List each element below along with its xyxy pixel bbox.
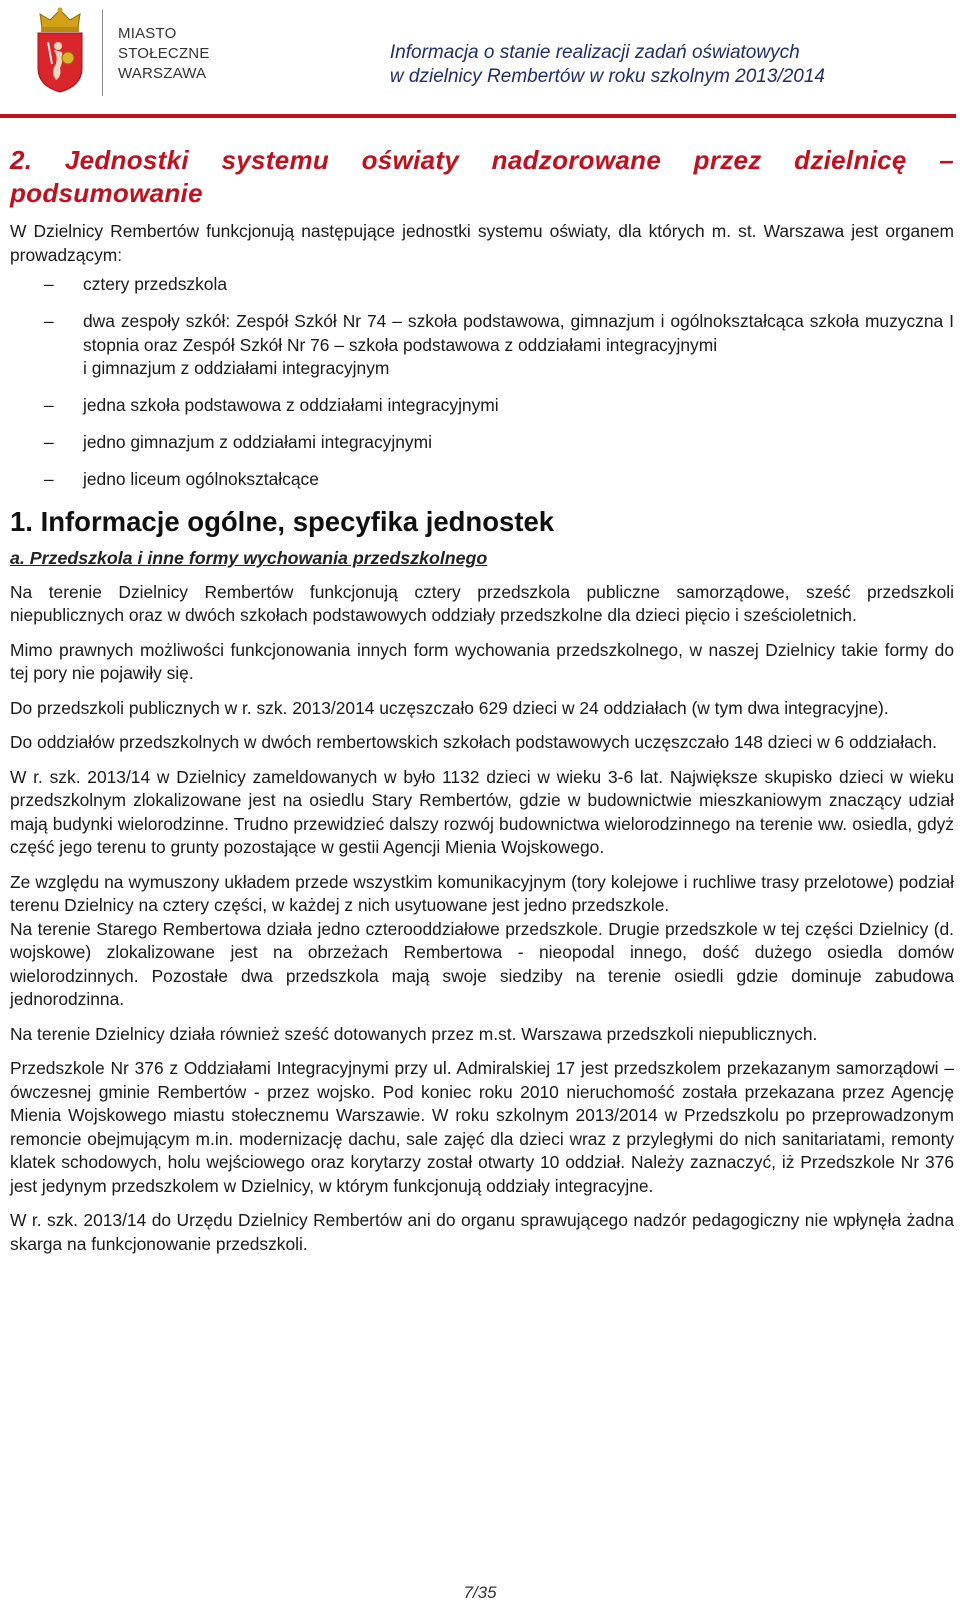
list-item — [10, 431, 954, 455]
heading-general-info: 1. Informacje ogólne, specyfika jednostek — [10, 506, 555, 537]
header-divider — [0, 114, 956, 118]
list-item-continuation — [10, 357, 954, 381]
paragraph: Mimo prawnych możliwości funkcjonowania innych form wychowania przedszkolnego, w naszej Dzielnicy takie formy do tej pory nie pojawiły się. — [10, 639, 954, 683]
list-item — [10, 468, 954, 492]
list-dash: – — [44, 469, 54, 489]
paragraph: Na terenie Dzielnicy Rembertów funkcjonują cztery przedszkola publiczne samorządowe, sześć przedszkoli niepublicznych oraz w dwóch szkołach podstawowych oddziały przedszkolne dla dzieci pięcio i sześcioletnich. — [10, 581, 954, 625]
list-item-text: jedno gimnazjum z oddziałami integracyjnymi — [83, 432, 432, 452]
paragraph: Na terenie Dzielnicy działa również sześć dotowanych przez m.st. Warszawa przedszkoli niepublicznych. — [10, 1023, 818, 1044]
logo-divider — [102, 10, 103, 96]
list-dash: – — [44, 274, 54, 294]
list-dash: – — [44, 395, 54, 415]
paragraph: W r. szk. 2013/14 do Urzędu Dzielnicy Rembertów ani do organu sprawującego nadzór pedagogiczny nie wpłynęła żadna skarga na funkcjonowanie przedszkoli. — [10, 1210, 954, 1254]
page-content — [10, 144, 954, 1267]
list-item-text: jedna szkoła podstawowa z oddziałami integracyjnymi — [83, 395, 499, 415]
list-item — [10, 310, 954, 357]
logo-line: MIASTO — [118, 25, 177, 42]
subheading-preschools: a. Przedszkola i inne formy wychowania przedszkolnego — [10, 548, 488, 568]
document-title-line1: Informacja o stanie realizacji zadań oświatowych — [389, 42, 800, 63]
list-item-text: i gimnazjum z oddziałami integracyjnym — [83, 358, 390, 378]
paragraph: Do przedszkoli publicznych w r. szk. 2013/2014 uczęszczało 629 dzieci w 24 oddziałach (w tym dwa integracyjne). — [10, 697, 889, 718]
list-item-text: dwa zespoły szkół: Zespół Szkół Nr 74 – szkoła podstawowa, gimnazjum i ogólnokształcąca szkoła muzyczna I stopnia oraz Zespół Szkół Nr 76 – szkoła podstawowa z oddziałami integracyjnymi — [83, 311, 954, 355]
paragraph: Do oddziałów przedszkolnych w dwóch rembertowskich szkołach podstawowych uczęszczało 148 dzieci w 6 oddziałach. — [10, 732, 937, 752]
paragraph: Ze względu na wymuszony układem przede wszystkim komunikacyjnym (tory kolejowe i ruchliwe trasy przelotowe) podział terenu Dzielnicy na cztery części, w każdej z nich usytuowane jest jedno przedszkole. — [10, 871, 954, 915]
city-logo-text — [118, 24, 210, 84]
warsaw-coat-of-arms-icon — [30, 6, 90, 94]
list-item-text: jedno liceum ogólnokształcące — [83, 469, 319, 489]
list-dash: – — [44, 311, 54, 331]
logo-line: WARSZAWA — [118, 65, 207, 82]
logo-line: STOŁECZNE — [118, 45, 210, 62]
paragraph: Na terenie Starego Rembertowa działa jedno czterooddziałowe przedszkole. Drugie przedszkole w tej części Dzielnicy (d. wojskowe) zlokalizowane jest na obrzeżach Rembertowa - nieopodal innego, dość dużego osiedla domów wielorodzinnych. Pozostałe dwa przedszkola mają swoje siedziby na terenie osiedli gdzie dominuje zabudowa jednorodzinna. — [10, 918, 954, 1009]
units-list — [10, 273, 954, 492]
paragraph: Przedszkole Nr 376 z Oddziałami Integracyjnymi przy ul. Admiralskiej 17 jest przedszkolem przekazanym samorządowi – ówczesnej gminie Rembertów - przez wojsko. Pod koniec roku 2010 nieruchomość została przekazana przez Agencję Mienia Wojskowego miastu stołecznemu Warszawie. W roku szkolnym 2013/2014 w Przedszkolu po przeprowadzonym remoncie obejmującym m.in. modernizację dachu, sale zajęć dla dzieci wraz z przyległymi do nich sanitariatami, remonty klatek schodowych, holu wejściowego oraz korytarzy został otwarty 10 oddział. Należy zaznaczyć, iż Przedszkole Nr 376 jest jedynym przedszkolem w Dzielnicy, w którym funkcjonują oddziały integracyjne. — [10, 1058, 954, 1196]
list-item — [10, 394, 954, 418]
list-item — [10, 273, 954, 297]
list-item-text: cztery przedszkola — [83, 274, 228, 294]
intro-paragraph: W Dzielnicy Rembertów funkcjonują następujące jednostki systemu oświaty, dla których m. st. Warszawa jest organem prowadzącym: — [10, 221, 954, 265]
paragraph: W r. szk. 2013/14 w Dzielnicy zameldowanych w było 1132 dzieci w wieku 3-6 lat. Największe skupisko dzieci w wieku przedszkolnym zlokalizowane jest na osiedlu Stary Rembertów, gdzie w budownictwie mieszkaniowym znaczący udział mają budynki wielorodzinne. Trudno przewidzieć dalszy rozwój budownictwa wielorodzinnego na terenie ww. osiedla, gdyż część jego terenu to grunty pozostające w gestii Agencji Mienia Wojskowego. — [10, 766, 954, 857]
list-dash: – — [44, 432, 54, 452]
document-title-line2: w dzielnicy Rembertów w roku szkolnym 2013/2014 — [389, 66, 825, 87]
document-title — [390, 41, 825, 89]
section-heading: 2. Jednostki systemu oświaty nadzorowane przez dzielnicę – podsumowanie — [10, 145, 954, 208]
page-number: 7/35 — [463, 1583, 497, 1602]
page-header — [0, 0, 960, 118]
